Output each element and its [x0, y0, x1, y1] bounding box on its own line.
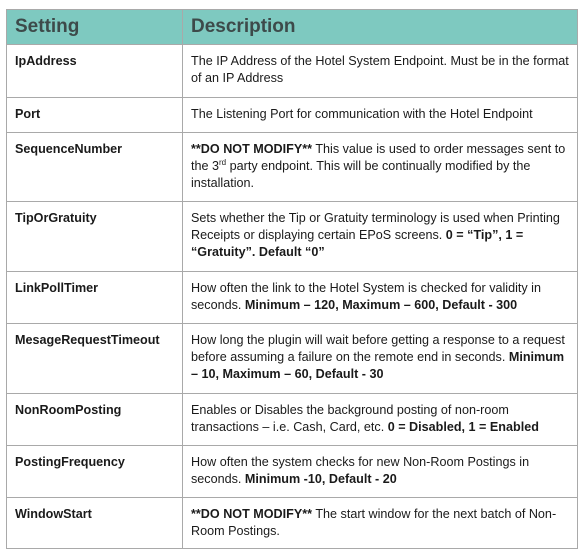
table-row	[7, 98, 578, 133]
description-emphasis: **DO NOT MODIFY**	[191, 142, 313, 156]
description-text: How long the plugin will wait before getting a response to a request before assuming a failure on the remote end in seconds.	[191, 333, 565, 364]
setting-name: TipOrGratuity	[7, 202, 183, 272]
description-text: How often the link to the Hotel System is checked for validity in seconds.	[191, 281, 541, 312]
setting-description	[183, 133, 578, 202]
setting-name: WindowStart	[7, 498, 183, 549]
setting-description	[183, 98, 578, 133]
settings-table	[6, 9, 578, 549]
setting-description	[183, 446, 578, 498]
description-emphasis: Minimum – 120, Maximum – 600, Default - 300	[244, 298, 518, 312]
description-emphasis: 0 = “Tip”, 1 = “Gratuity”. Default “0”	[191, 228, 524, 259]
setting-name: NonRoomPosting	[7, 394, 183, 446]
description-text: The start window for the next batch of Non-Room Postings.	[191, 507, 557, 538]
description-text: party endpoint. This will be continually modified by the installation.	[191, 159, 531, 190]
description-emphasis: 0 = Disabled, 1 = Enabled	[387, 420, 539, 434]
table-row	[7, 133, 578, 202]
setting-name: MesageRequestTimeout	[7, 324, 183, 394]
table-row	[7, 272, 578, 324]
description-text: How often the system checks for new Non-Room Postings in seconds.	[191, 455, 530, 486]
table-row	[7, 324, 578, 394]
setting-description	[183, 324, 578, 394]
description-text: rd	[219, 157, 227, 167]
setting-name: LinkPollTimer	[7, 272, 183, 324]
setting-description	[183, 202, 578, 272]
setting-name: SequenceNumber	[7, 133, 183, 202]
setting-name: Port	[7, 98, 183, 133]
header-setting: Setting	[7, 10, 183, 45]
table-header-row	[7, 10, 578, 45]
header-description: Description	[183, 10, 578, 45]
setting-description	[183, 45, 578, 98]
description-text: This value is used to order messages sent to the 3	[191, 142, 566, 173]
description-text: The Listening Port for communication with the Hotel Endpoint	[191, 107, 533, 121]
setting-description	[183, 272, 578, 324]
table-row	[7, 45, 578, 98]
setting-description	[183, 394, 578, 446]
description-emphasis: Minimum -10, Default - 20	[244, 472, 397, 486]
table-row	[7, 446, 578, 498]
description-emphasis: **DO NOT MODIFY**	[191, 507, 313, 521]
description-emphasis: Minimum – 10, Maximum – 60, Default - 30	[191, 350, 565, 381]
setting-description	[183, 498, 578, 549]
setting-name: PostingFrequency	[7, 446, 183, 498]
setting-name: IpAddress	[7, 45, 183, 98]
table-row	[7, 394, 578, 446]
table-row	[7, 202, 578, 272]
description-text: The IP Address of the Hotel System Endpoint. Must be in the format of an IP Address	[191, 54, 569, 85]
description-text: Enables or Disables the background posting of non-room transactions – i.e. Cash, Card, etc.	[191, 403, 509, 434]
description-text: Sets whether the Tip or Gratuity terminology is used when Printing Receipts or displaying certain EPoS screens.	[191, 211, 560, 242]
table-row	[7, 498, 578, 549]
